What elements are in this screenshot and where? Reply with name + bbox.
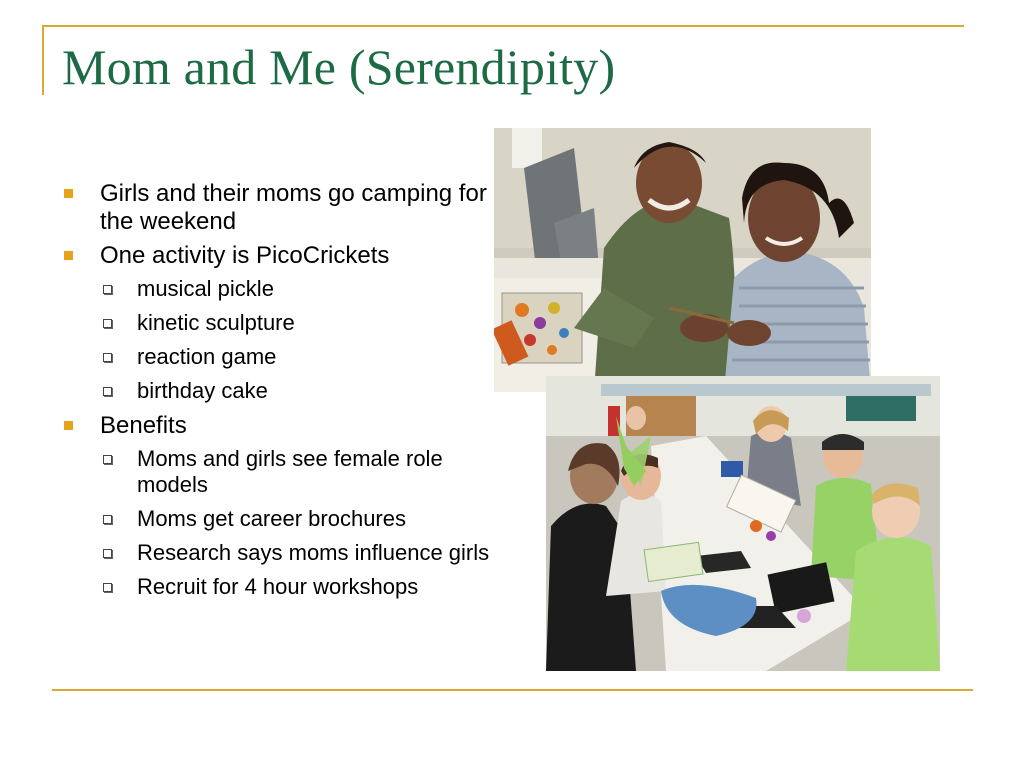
sub-bullet-text: Recruit for 4 hour workshops	[137, 574, 419, 599]
sub-bullet-text: Moms get career brochures	[137, 506, 406, 531]
sub-bullet-item	[62, 446, 502, 498]
sub-bullet-text: Moms and girls see female role models	[137, 446, 443, 497]
bottom-border-line	[52, 689, 973, 691]
bullet-text: One activity is PicoCrickets	[100, 242, 390, 269]
sub-bullet-text: musical pickle	[137, 276, 274, 301]
hollow-square-bullet-icon	[103, 515, 112, 524]
sub-bullet-item	[62, 378, 502, 404]
sub-bullet-item	[62, 574, 502, 600]
top-border-line	[42, 25, 964, 27]
bullet-item	[62, 180, 502, 236]
left-border-line	[42, 25, 44, 95]
sub-bullet-text: reaction game	[137, 344, 277, 369]
slide-title: Mom and Me (Serendipity)	[62, 39, 616, 95]
bullet-item	[62, 412, 502, 440]
hollow-square-bullet-icon	[103, 387, 112, 396]
hollow-square-bullet-icon	[103, 353, 112, 362]
square-bullet-icon	[64, 251, 73, 260]
sub-bullet-item	[62, 506, 502, 532]
bullet-text: Benefits	[100, 412, 187, 439]
sub-bullet-text: birthday cake	[137, 378, 268, 403]
square-bullet-icon	[64, 189, 73, 198]
sub-bullet-item	[62, 540, 502, 566]
sub-bullet-item	[62, 344, 502, 370]
bullet-item	[62, 242, 502, 270]
sub-bullet-text: kinetic sculpture	[137, 310, 295, 335]
bullet-text: Girls and their moms go camping for the weekend	[100, 180, 487, 235]
sub-bullet-text: Research says moms influence girls	[137, 540, 490, 565]
photo-mother-daughter	[494, 128, 871, 392]
square-bullet-icon	[64, 421, 73, 430]
hollow-square-bullet-icon	[103, 549, 112, 558]
hollow-square-bullet-icon	[103, 285, 112, 294]
hollow-square-bullet-icon	[103, 583, 112, 592]
hollow-square-bullet-icon	[103, 319, 112, 328]
hollow-square-bullet-icon	[103, 455, 112, 464]
bullet-list	[62, 180, 502, 608]
photo-group-laptops	[546, 376, 940, 671]
sub-bullet-item	[62, 310, 502, 336]
sub-bullet-item	[62, 276, 502, 302]
